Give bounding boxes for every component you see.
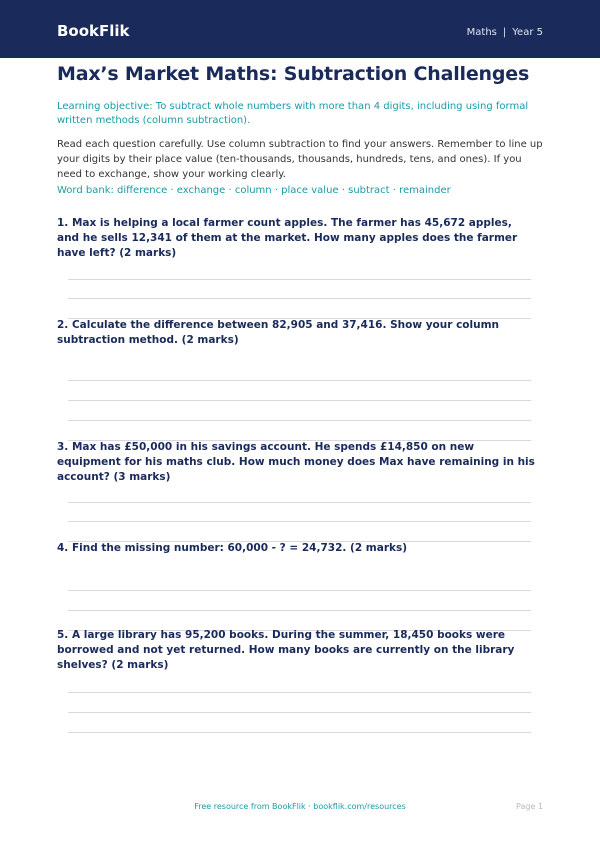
- instructions: Read each question carefully. Use column subtraction to find your answers. Remember to line up your digits by their place value (ten-thousands, thousands, hundreds, tens, and ones). If you need to exchange, show your working clearly.: [57, 139, 543, 180]
- answer-line[interactable]: [68, 712, 531, 713]
- learning-objective: Learning objective: To subtract whole numbers with more than 4 digits, including using formal written methods (column subtraction).: [57, 101, 529, 126]
- answer-line[interactable]: [68, 279, 531, 280]
- answer-line[interactable]: [68, 380, 531, 381]
- question-3: 3. Max has £50,000 in his savings account. He spends £14,850 on new equipment for his maths club. How much money does Max have remaining in his account? (3 marks): [57, 441, 535, 483]
- subject-label: Maths: [466, 27, 497, 38]
- question-1: 1. Max is helping a local farmer count apples. The farmer has 45,672 apples, and he sells 12,341 of them at the market. How many apples does the farmer have left? (2 marks): [57, 217, 518, 259]
- answer-line[interactable]: [68, 610, 531, 611]
- answer-line[interactable]: [68, 732, 531, 733]
- page-number: Page 1: [516, 802, 543, 811]
- question-4: 4. Find the missing number: 60,000 - ? = 24,732. (2 marks): [57, 542, 408, 554]
- question-2: 2. Calculate the difference between 82,905 and 37,416. Show your column subtraction method. (2 marks): [57, 319, 500, 346]
- word-bank: Word bank: difference · exchange · column · place value · subtract · remainder: [57, 185, 451, 196]
- answer-line[interactable]: [68, 521, 531, 522]
- subject-breadcrumb: [467, 27, 543, 38]
- worksheet-title: Max’s Market Maths: Subtraction Challenges: [57, 63, 530, 85]
- header-bar: [0, 0, 600, 58]
- breadcrumb-separator: |: [502, 27, 507, 38]
- answer-line[interactable]: [68, 692, 531, 693]
- question-5: 5. A large library has 95,200 books. During the summer, 18,450 books were borrowed and not yet returned. How many books are currently on the library shelves? (2 marks): [57, 629, 515, 671]
- year-label: Year 5: [512, 27, 543, 38]
- answer-line[interactable]: [68, 502, 531, 503]
- footer-credit: Free resource from BookFlik · bookflik.com/resources: [194, 802, 406, 811]
- answer-line[interactable]: [68, 298, 531, 299]
- answer-line[interactable]: [68, 420, 531, 421]
- answer-line[interactable]: [68, 400, 531, 401]
- answer-line[interactable]: [68, 590, 531, 591]
- brand-logo: BookFlik: [57, 22, 130, 40]
